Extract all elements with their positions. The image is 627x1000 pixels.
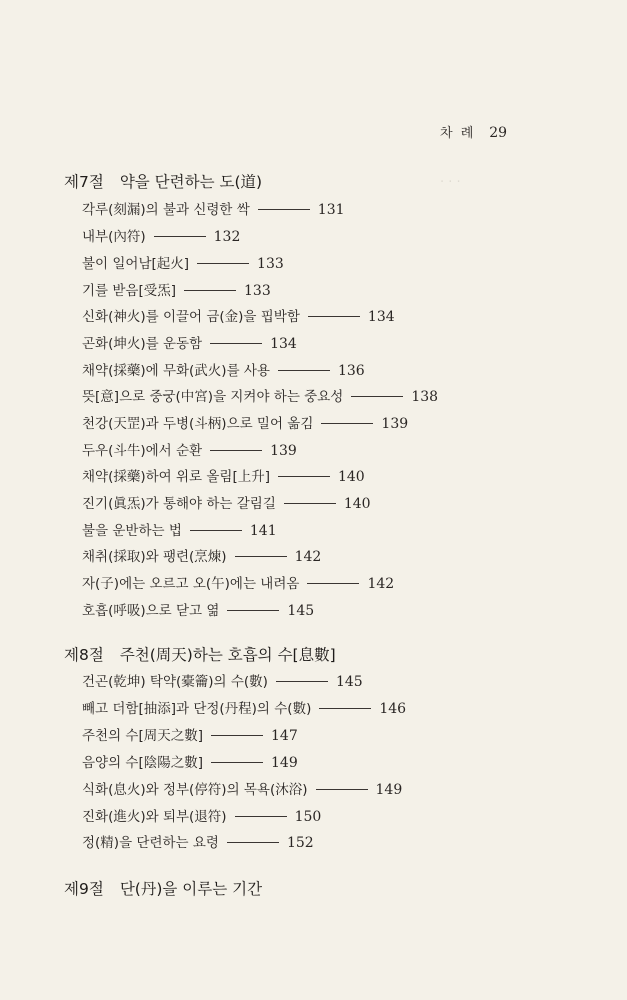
toc-entry-title: 채약(採藥)하여 위로 올림[上升] (82, 469, 270, 485)
toc-entry-page: 145 (335, 674, 363, 690)
toc-entry (82, 465, 365, 485)
leader-line (319, 708, 371, 709)
toc-entry-title: 불을 운반하는 법 (82, 523, 182, 539)
leader-line (276, 681, 328, 682)
toc-entry-title: 호흡(呼吸)으로 닫고 엶 (82, 603, 220, 619)
page-number: 29 (489, 125, 508, 141)
toc-entry (82, 279, 271, 299)
toc-entry-title: 식화(息火)와 정부(停符)의 목욕(沐浴) (82, 782, 308, 798)
toc-entry-title: 진화(進火)와 퇴부(退符) (82, 809, 227, 825)
toc-entry-page: 150 (294, 809, 322, 825)
toc-entry (82, 225, 240, 245)
toc-entry-page: 132 (213, 229, 241, 245)
toc-entry (82, 198, 345, 218)
toc-entry-title: 건곤(乾坤) 탁약(橐籥)의 수(數) (82, 674, 268, 690)
leader-line (211, 762, 263, 763)
toc-entry-title: 정(精)을 단련하는 요령 (82, 835, 219, 851)
toc-entry (82, 724, 298, 744)
toc-entry-page: 133 (257, 256, 284, 272)
toc-entry-title: 뜻[意]으로 중궁(中宮)을 지켜야 하는 중요성 (82, 389, 344, 405)
toc-entry (82, 492, 371, 512)
toc-entry-title: 음양의 수[陰陽之數] (82, 755, 203, 771)
leader-line (307, 583, 359, 584)
toc-entry (82, 805, 321, 825)
leader-line (278, 370, 330, 371)
toc-entry-title: 진기(眞炁)가 통해야 하는 갈림길 (82, 496, 276, 512)
leader-line (284, 503, 336, 504)
toc-entry-page: 145 (287, 603, 315, 619)
toc-entry (82, 305, 395, 325)
toc-entry-title: 자(子)에는 오르고 오(午)에는 내려옴 (82, 576, 300, 592)
toc-entry-title: 기를 받음[受炁] (82, 283, 176, 299)
toc-entry (82, 519, 277, 539)
toc-entry (82, 359, 365, 379)
toc-entry (82, 697, 406, 717)
toc-entry (82, 252, 284, 272)
toc-entry (82, 412, 408, 432)
toc-entry (82, 385, 438, 405)
toc-entry-title: 곤화(坤火)를 운동함 (82, 336, 203, 352)
leader-line (190, 530, 242, 531)
toc-entry (82, 439, 297, 459)
toc-entry-title: 불이 일어남[起火] (82, 256, 190, 272)
chapter-title: 단(丹)을 이루는 기간 (119, 880, 263, 898)
toc-entry-title: 천강(天罡)과 두병(斗柄)으로 밀어 옮김 (82, 416, 314, 432)
leader-line (210, 343, 262, 344)
chapter-number: 제8절 (64, 646, 104, 664)
chapter-number: 제9절 (64, 880, 104, 898)
chapter-title: 약을 단련하는 도(道) (119, 173, 263, 191)
toc-entry-page: 149 (375, 782, 403, 798)
toc-entry-page: 140 (337, 469, 365, 485)
leader-line (316, 789, 368, 790)
toc-entry-page: 133 (244, 283, 271, 299)
leader-line (210, 450, 262, 451)
toc-entry-page: 146 (379, 701, 407, 717)
toc-entry-page: 134 (270, 336, 297, 352)
toc-entry-title: 채약(採藥)에 무화(武火)를 사용 (82, 363, 270, 379)
chapter-title: 주천(周天)하는 호흡의 수[息數] (119, 646, 336, 664)
toc-entry-page: 147 (271, 728, 298, 744)
toc-entry (82, 831, 314, 851)
leader-line (351, 396, 403, 397)
toc-entry-page: 149 (271, 755, 298, 771)
chapter-heading (64, 877, 262, 899)
toc-entry-page: 142 (294, 549, 322, 565)
toc-entry-page: 131 (317, 202, 345, 218)
toc-entry-title: 신화(神火)를 이끌어 금(金)을 핍박함 (82, 309, 300, 325)
leader-line (227, 842, 279, 843)
leader-line (278, 476, 330, 477)
toc-entry (82, 778, 402, 798)
leader-line (235, 816, 287, 817)
toc-entry-page: 142 (367, 576, 395, 592)
chapter-number: 제7절 (64, 173, 104, 191)
toc-entry-page: 140 (343, 496, 371, 512)
leader-line (197, 263, 249, 264)
toc-entry (82, 670, 363, 690)
toc-entry-page: 139 (381, 416, 409, 432)
leader-line (308, 316, 360, 317)
leader-line (227, 610, 279, 611)
toc-entry-page: 139 (270, 443, 297, 459)
toc-entry-page: 138 (411, 389, 439, 405)
show-through-text: · · · (440, 175, 461, 190)
running-head (440, 122, 507, 141)
toc-entry (82, 545, 321, 565)
leader-line (235, 556, 287, 557)
toc-entry (82, 599, 314, 619)
toc-entry-page: 152 (286, 835, 314, 851)
toc-entry-page: 134 (367, 309, 395, 325)
chapter-heading (64, 170, 262, 192)
running-head-title: 차 례 (440, 126, 476, 141)
toc-entry (82, 751, 298, 771)
toc-entry-title: 빼고 더함[抽添]과 단정(丹程)의 수(數) (82, 701, 312, 717)
leader-line (184, 290, 236, 291)
toc-entry (82, 332, 297, 352)
chapter-heading (64, 643, 336, 665)
toc-entry-title: 두우(斗牛)에서 순환 (82, 443, 203, 459)
toc-entry-page: 136 (337, 363, 365, 379)
leader-line (211, 735, 263, 736)
toc-entry (82, 572, 394, 592)
leader-line (154, 236, 206, 237)
leader-line (258, 209, 310, 210)
toc-entry-page: 141 (249, 523, 277, 539)
toc-entry-title: 주천의 수[周天之數] (82, 728, 203, 744)
leader-line (321, 423, 373, 424)
toc-entry-title: 각루(刻漏)의 불과 신령한 싹 (82, 202, 250, 218)
toc-entry-title: 채취(採取)와 팽련(烹煉) (82, 549, 227, 565)
toc-entry-title: 내부(內符) (82, 229, 146, 245)
